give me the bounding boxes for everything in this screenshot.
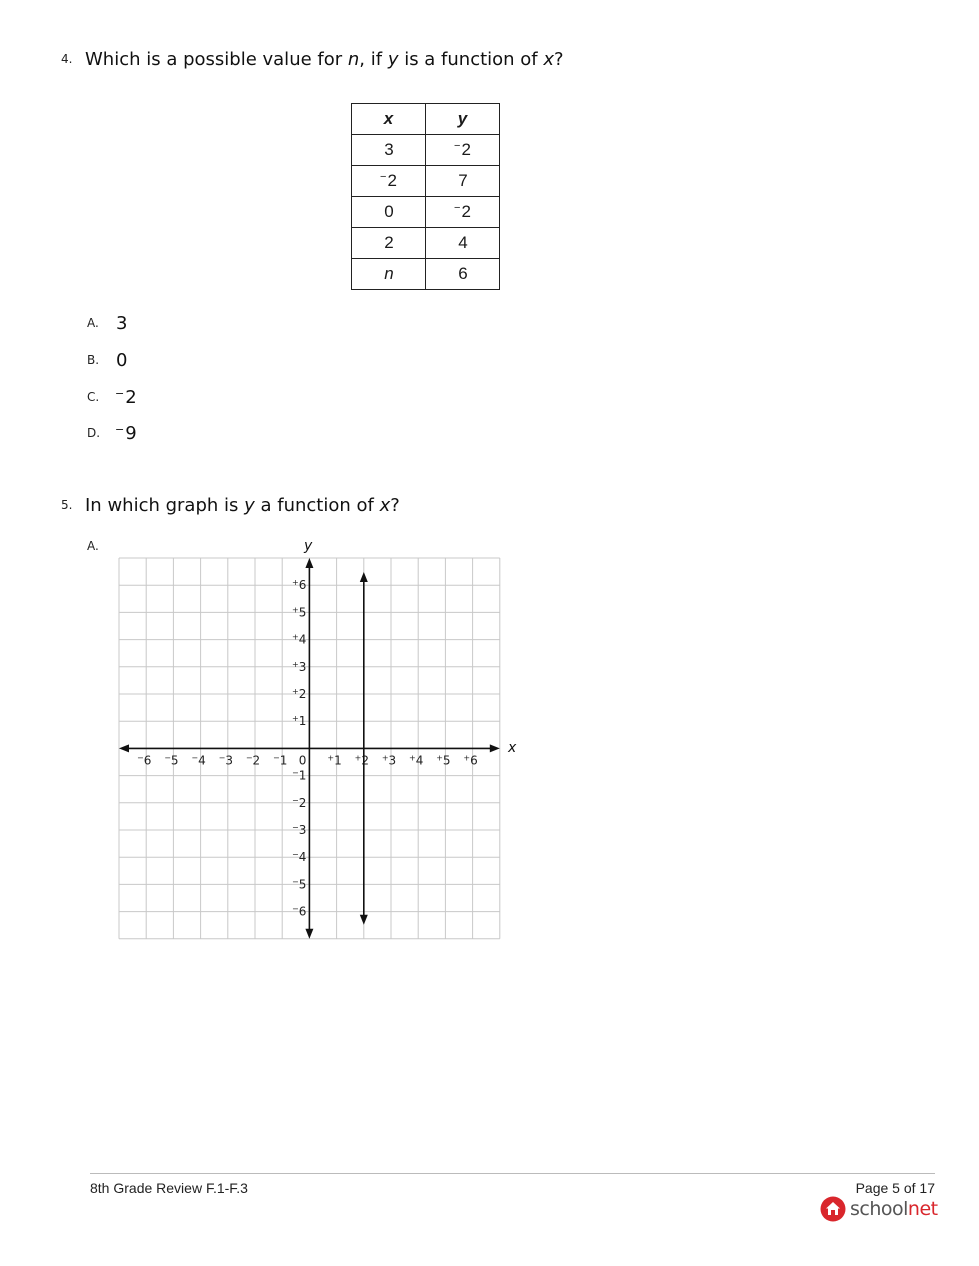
graph-choice-a-letter: A. <box>87 539 99 553</box>
choice-a-letter: A. <box>87 316 99 330</box>
table-row <box>352 259 500 290</box>
x-tick-label: −4 <box>191 753 206 768</box>
table-cell-x: 2 <box>352 228 426 259</box>
vertical-line-arrow-down <box>360 915 368 925</box>
q5-var-x: x <box>379 495 391 516</box>
choice-a-value[interactable]: 3 <box>116 313 128 334</box>
y-tick-label: −2 <box>292 795 307 810</box>
table-header-y: y <box>426 104 500 135</box>
x-tick-label: −1 <box>273 753 288 768</box>
question-4-text <box>85 49 564 70</box>
table-row <box>352 228 500 259</box>
choice-c-value[interactable]: −2 <box>115 387 137 408</box>
y-tick-label: +6 <box>292 578 307 593</box>
x-tick-label: −5 <box>164 753 179 768</box>
q4-text-part: is a function of <box>398 49 544 70</box>
choice-d-letter: D. <box>87 426 101 440</box>
function-table <box>351 103 500 290</box>
table-cell-y: 4 <box>426 228 500 259</box>
footer-title: 8th Grade Review F.1-F.3 <box>90 1180 248 1196</box>
y-tick-label: +5 <box>292 605 307 620</box>
y-tick-label: +2 <box>292 687 307 701</box>
x-tick-label: +1 <box>327 753 342 768</box>
q4-text-part: ? <box>554 49 564 70</box>
q5-text-part: a function of <box>254 495 380 516</box>
x-axis-arrow-left <box>119 744 129 752</box>
table-header-row <box>352 104 500 135</box>
x-tick-label: −3 <box>218 753 233 768</box>
y-axis-arrow-up <box>305 558 313 568</box>
x-axis-arrow-right <box>490 744 500 752</box>
y-tick-label: −5 <box>292 877 307 892</box>
question-4-number: 4. <box>61 52 73 66</box>
origin-label: 0 <box>298 753 307 768</box>
y-tick-label: −6 <box>292 904 307 919</box>
x-tick-label: +3 <box>381 753 397 768</box>
q4-var-x: x <box>543 49 555 70</box>
x-tick-label: +5 <box>436 753 451 768</box>
table-cell-x: −2 <box>352 166 426 197</box>
house-icon <box>820 1196 846 1222</box>
table-row <box>352 135 500 166</box>
q5-text-part: ? <box>390 495 400 516</box>
axes <box>119 558 500 939</box>
table-cell-x: n <box>352 259 426 290</box>
choice-b-letter: B. <box>87 353 100 367</box>
y-tick-label: +3 <box>292 659 307 674</box>
page-number: Page 5 of 17 <box>855 1180 935 1196</box>
q4-text-part: , if <box>359 49 388 70</box>
table-row <box>352 197 500 228</box>
q4-text-part: Which is a possible value for <box>85 49 348 70</box>
x-tick-label: −2 <box>245 753 261 768</box>
schoolnet-logo <box>820 1196 938 1222</box>
choice-c-letter: C. <box>87 390 100 404</box>
table-cell-y: 7 <box>426 166 500 197</box>
vertical-line-arrow-up <box>360 572 368 582</box>
y-tick-label: −1 <box>292 768 307 783</box>
coordinate-graph[interactable] <box>108 536 528 946</box>
y-axis-arrow-down <box>305 929 313 939</box>
x-tick-label: −6 <box>137 753 152 768</box>
question-5-number: 5. <box>61 498 73 512</box>
choice-b-value[interactable]: 0 <box>116 350 128 371</box>
table-cell-y: −2 <box>426 197 500 228</box>
x-axis-label: x <box>508 740 517 756</box>
q4-var-y: y <box>387 49 399 70</box>
y-tick-label: +4 <box>292 632 307 647</box>
choice-d-value[interactable]: −9 <box>115 423 137 444</box>
question-5-text <box>85 495 400 516</box>
x-tick-label: +2 <box>354 753 369 768</box>
q5-var-y: y <box>244 495 255 516</box>
y-axis-label: y <box>304 538 313 554</box>
table-cell-y: 6 <box>426 259 500 290</box>
y-tick-label: +1 <box>292 714 307 729</box>
table-header-x: x <box>352 104 426 135</box>
y-tick-label: −4 <box>292 850 307 865</box>
logo-text: schoolnet <box>850 1198 938 1220</box>
y-tick-label: −3 <box>292 823 307 837</box>
table-cell-x: 3 <box>352 135 426 166</box>
q4-var-n: n <box>347 49 360 70</box>
table-cell-y: −2 <box>426 135 500 166</box>
x-tick-label: +4 <box>409 753 424 768</box>
table-row <box>352 166 500 197</box>
table-cell-x: 0 <box>352 197 426 228</box>
q5-text-part: In which graph is <box>85 495 245 516</box>
x-tick-label: +6 <box>463 753 478 768</box>
footer-divider <box>90 1173 935 1174</box>
